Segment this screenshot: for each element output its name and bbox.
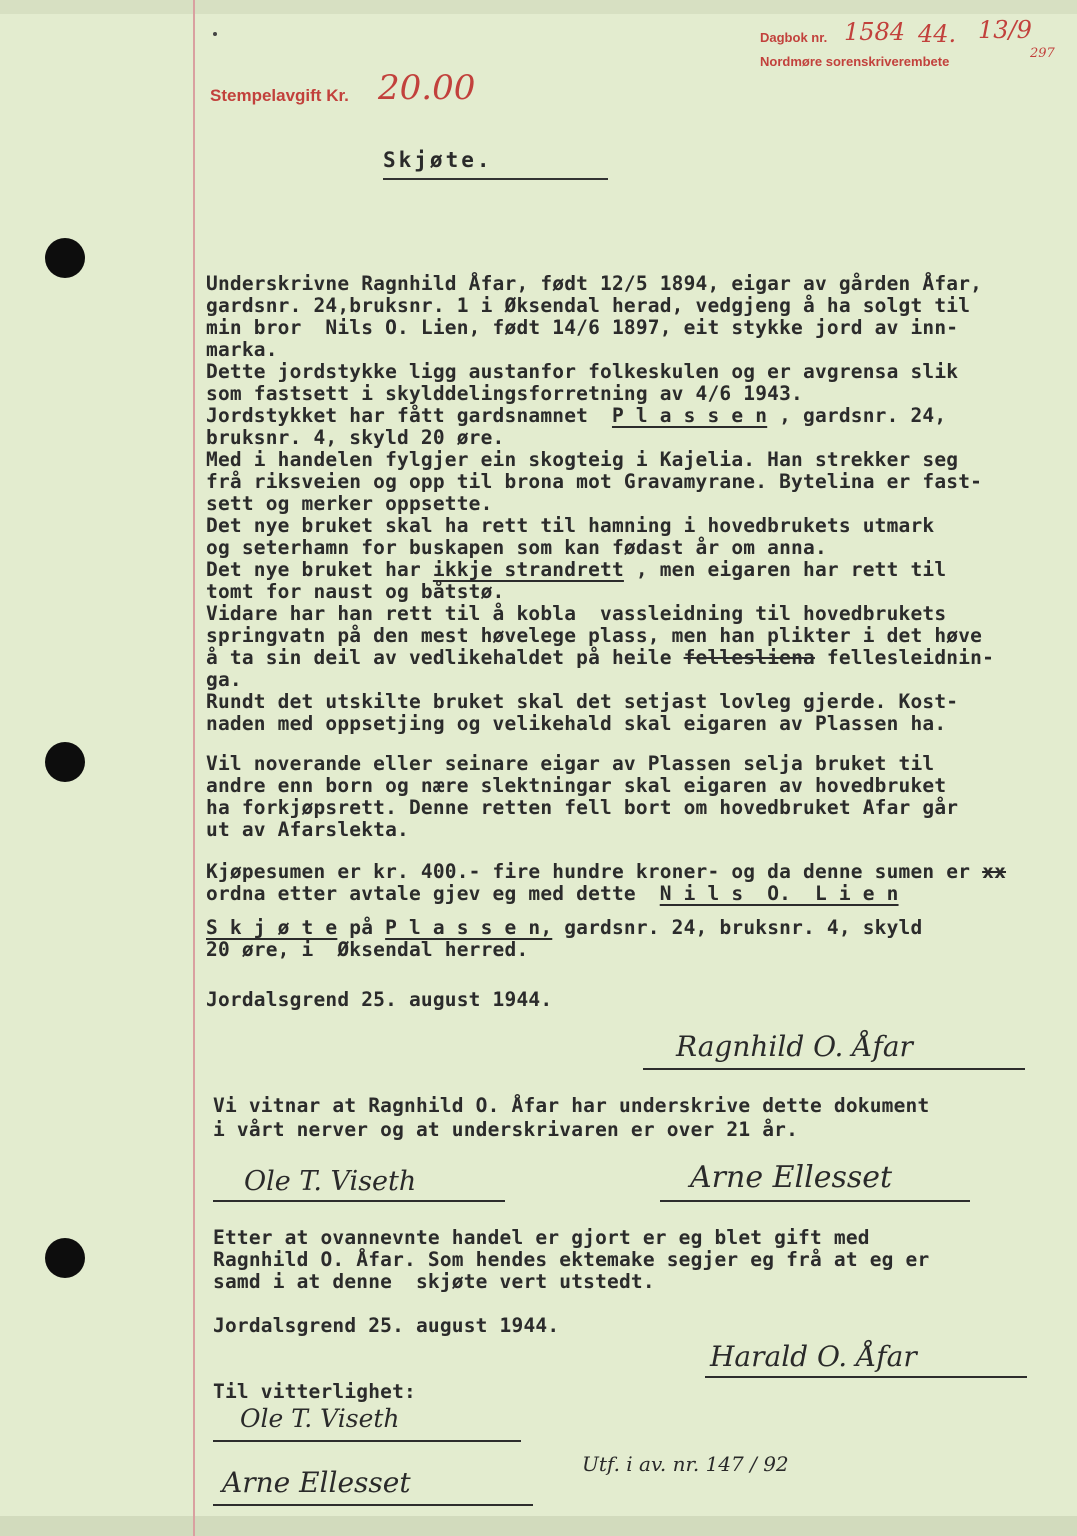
body-line: som fastsett i skylddelingsforretning av 4/6 1943.	[206, 382, 803, 405]
body-line: Vidare har han rett til å kobla vassleidning til hovedbrukets	[206, 602, 947, 625]
body-line-buyer: ordna etter avtale gjev eg med dette N i l s O. L i e n	[206, 882, 899, 905]
struck-mark: xx	[982, 860, 1007, 883]
place-date-2: Jordalsgrend 25. august 1944.	[213, 1314, 560, 1337]
spouse-line: Etter at ovannevnte handel er gjort er eg blet gift med	[213, 1226, 870, 1249]
body-line: bruksnr. 4, skyld 20 øre.	[206, 426, 505, 449]
body-line-deed: S k j ø t e på P l a s s e n, gardsnr. 24, bruksnr. 4, skyld	[206, 916, 923, 939]
witness-2-signature: Arne Ellesset	[690, 1160, 893, 1195]
spouse-signature-line	[705, 1376, 1027, 1378]
dagbok-date: 13/9	[978, 16, 1032, 44]
registry-note: Utf. i av. nr. 147 / 92	[582, 1452, 789, 1476]
body-line: tomt for naust og båtstø.	[206, 580, 505, 603]
ink-dot	[213, 32, 217, 36]
body-line: frå riksveien og opp til brona mot Gravamyrane. Bytelina er fast-	[206, 470, 983, 493]
deed-word: S k j ø t e	[206, 916, 338, 939]
witness-1-signature: Ole T. Viseth	[244, 1166, 417, 1197]
body-line: naden med oppsetjing og velikehald skal eigaren av Plassen ha.	[206, 712, 947, 735]
no-shore-rights: ikkje strandrett	[432, 558, 624, 581]
spouse-line: samd i at denne skjøte vert utstedt.	[213, 1270, 655, 1293]
punch-hole-top	[45, 238, 85, 278]
place-date-1: Jordalsgrend 25. august 1944.	[206, 988, 553, 1011]
farm-name-plassen: P l a s s e n	[611, 404, 768, 427]
document-title: Skjøte.	[383, 148, 608, 180]
seller-signature-line	[643, 1068, 1025, 1070]
page-bottom-edge	[0, 1516, 1077, 1536]
body-line: Det nye bruket skal ha rett til hamning i hovedbrukets utmark	[206, 514, 935, 537]
attest-2-line	[213, 1504, 533, 1506]
body-line: Rundt det utskilte bruket skal det setjast lovleg gjerde. Kost-	[206, 690, 959, 713]
body-line: sett og merker oppsette.	[206, 492, 493, 515]
body-line: Underskrivne Ragnhild Åfar, født 12/5 1894, eigar av gården Åfar,	[206, 272, 983, 295]
spouse-signature: Harald O. Åfar	[710, 1340, 917, 1373]
witness-line: i vårt nerver og at underskrivaren er over 21 år.	[213, 1118, 799, 1141]
office-stamp: Nordmøre sorenskriverembete	[760, 54, 950, 69]
body-line-correction: å ta sin deil av vedlikehaldet på heile fellesliena fellesleidnin-	[206, 646, 995, 669]
punch-hole-middle	[45, 742, 85, 782]
attest-label: Til vitterlighet:	[213, 1380, 416, 1403]
body-line: ha forkjøpsrett. Denne retten fell bort om hovedbruket Afar går	[206, 796, 959, 819]
buyer-name: N i l s O. L i e n	[659, 882, 899, 905]
body-line: springvatn på den mest høvelege plass, men han plikter i det høve	[206, 624, 983, 647]
body-line: og seterhamn for buskapen som kan fødast år om anna.	[206, 536, 827, 559]
body-line: Med i handelen fylgjer ein skogteig i Kajelia. Han strekker seg	[206, 448, 959, 471]
attest-2-signature: Arne Ellesset	[222, 1466, 411, 1499]
body-line-farm-name: Jordstykket har fått gardsnamnet P l a s s e n , gardsnr. 24,	[206, 404, 947, 427]
punch-hole-bottom	[45, 1238, 85, 1278]
witness-1-line	[213, 1200, 505, 1202]
stamp-duty-label: Stempelavgift Kr.	[210, 86, 349, 105]
struck-word: fellesliena	[683, 646, 815, 669]
witness-2-line	[660, 1200, 970, 1202]
seller-signature: Ragnhild O. Åfar	[676, 1030, 913, 1063]
page-reference: 297	[1030, 46, 1055, 61]
margin-rule	[193, 0, 195, 1536]
dagbok-year: 44.	[918, 20, 957, 48]
witness-line: Vi vitnar at Ragnhild O. Åfar har underskrive dette dokument	[213, 1094, 930, 1117]
body-line-strandrett: Det nye bruket har ikkje strandrett , men eigaren har rett til	[206, 558, 947, 581]
body-line: ga.	[206, 668, 242, 691]
page-top-edge	[0, 0, 1077, 14]
dagbok-label: Dagbok nr.	[760, 30, 828, 45]
body-line: Dette jordstykke ligg austanfor folkeskulen og er avgrensa slik	[206, 360, 959, 383]
stamp-duty-amount: 20.00	[378, 68, 476, 108]
attest-1-signature: Ole T. Viseth	[240, 1404, 400, 1433]
body-line-price: Kjøpesumen er kr. 400.- fire hundre kroner- og da denne sumen er xx	[206, 860, 1007, 883]
body-line: ut av Afarslekta.	[206, 818, 409, 841]
body-line: Vil noverande eller seinare eigar av Plassen selja bruket til	[206, 752, 935, 775]
dagbok-number: 1584	[844, 18, 906, 46]
body-line: 20 øre, i Øksendal herred.	[206, 938, 529, 961]
spouse-line: Ragnhild O. Åfar. Som hendes ektemake segjer eg frå at eg er	[213, 1248, 930, 1271]
body-line: andre enn born og nære slektningar skal eigaren av hovedbruket	[206, 774, 947, 797]
body-line: min bror Nils O. Lien, født 14/6 1897, eit stykke jord av inn-	[206, 316, 959, 339]
farm-name-plassen-2: P l a s s e n,	[385, 916, 553, 939]
attest-1-line	[213, 1440, 521, 1442]
body-line: marka.	[206, 338, 278, 361]
body-line: gardsnr. 24,bruksnr. 1 i Øksendal herad, vedgjeng å ha solgt til	[206, 294, 971, 317]
